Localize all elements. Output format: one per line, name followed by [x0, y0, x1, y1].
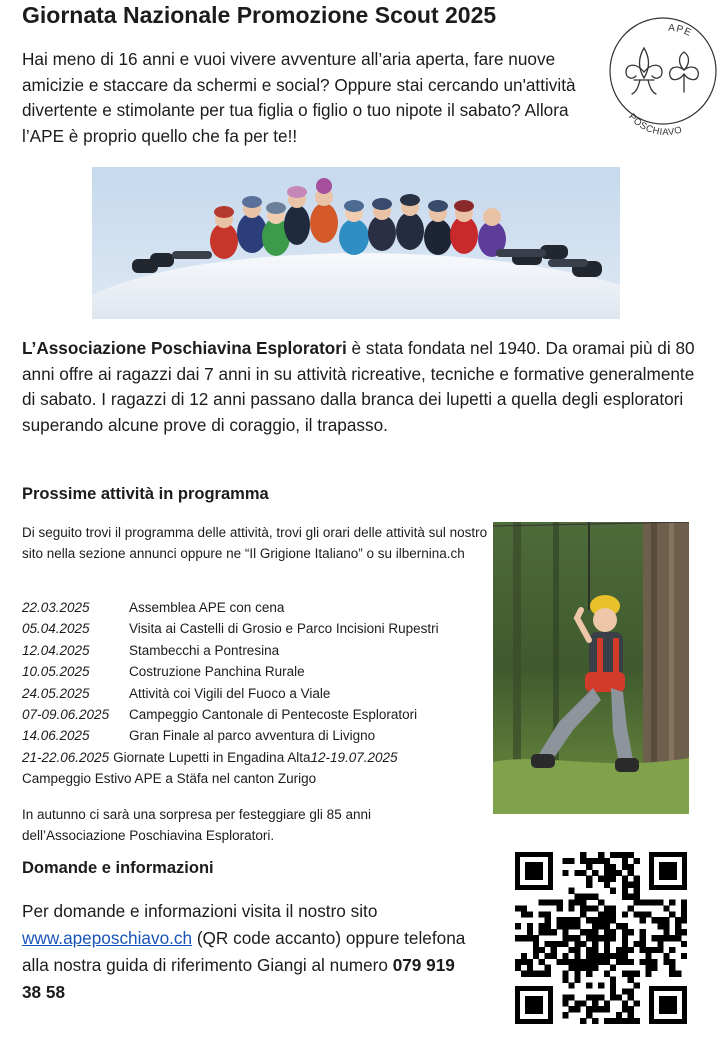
schedule-event: Attività coi Vigili del Fuoco a Viale — [129, 685, 331, 701]
schedule-row — [22, 618, 492, 639]
autumn-note: In autunno ci sarà una sorpresa per festeggiare gli 85 anni dell’Associazione Poschiavina Esploratori. — [22, 807, 371, 843]
schedule-event: Costruzione Panchina Rurale — [129, 664, 305, 680]
info-heading: Domande e informazioni — [22, 859, 214, 877]
schedule-date: 07-09.06.2025 — [22, 707, 110, 723]
page-title: Giornata Nazionale Promozione Scout 2025 — [22, 2, 497, 28]
schedule-date: 05.04.2025 — [22, 621, 90, 637]
about-org-name: L’Associazione Poschiavina Esploratori — [22, 338, 347, 358]
schedule-row — [22, 747, 492, 768]
phone-number: 079 919 38 58 — [22, 955, 455, 1002]
activities-heading: Prossime attività in programma — [22, 485, 269, 503]
schedule-row — [22, 768, 492, 789]
schedule-event: Visita ai Castelli di Grosio e Parco Incisioni Rupestri — [129, 621, 439, 637]
schedule-date: 24.05.2025 — [22, 685, 90, 701]
info-text-after: (QR code accanto) oppure telefona alla nostra guida di riferimento Giangi al numero — [22, 928, 466, 975]
schedule-date: 22.03.2025 — [22, 600, 90, 615]
info-text-before: Per domande e informazioni visita il nostro sito — [22, 901, 378, 921]
logo-top-text: APE — [667, 22, 694, 40]
ape-logo-icon — [606, 6, 720, 136]
activities-intro: Di seguito trovi il programma delle attività, trovi gli orari delle attività sul nostro sito nella sezione annunci oppure ne “Il Grigione Italiano” o su ilbernina.ch — [22, 525, 488, 561]
qr-code-icon — [515, 852, 687, 1024]
schedule-event: Assemblea APE con cena — [129, 600, 285, 615]
schedule-row — [22, 725, 492, 746]
schedule-date: 10.05.2025 — [22, 664, 90, 680]
schedule-event: Campeggio Cantonale di Pentecoste Esploratori — [129, 707, 418, 723]
schedule-date: 12-19.07.2025 — [310, 749, 398, 765]
schedule-event: Stambecchi a Pontresina — [129, 642, 280, 658]
schedule-event: Campeggio Estivo APE a Stäfa nel canton Zurigo — [22, 771, 317, 787]
schedule-row — [22, 597, 492, 618]
schedule-row — [22, 640, 492, 661]
about-paragraph — [22, 336, 702, 438]
schedule-row — [22, 683, 492, 704]
schedule-date: 21-22.06.2025 — [22, 749, 110, 765]
info-paragraph — [22, 898, 472, 1006]
photo-child-zipline — [493, 522, 689, 814]
about-text: è stata fondata nel 1940. Da oramai più di 80 anni offre ai ragazzi dai 7 anni in su attività ricreative, tecniche e formative generalmente di sabato. I ragazzi di 12 anni passano dalla branca dei lupetti a quella degli esploratori superando alcune prove di coraggio, il trapasso. — [22, 338, 695, 435]
intro-paragraph: Hai meno di 16 anni e vuoi vivere avventure all’aria aperta, fare nuove amicizie e staccare da schermi e social? Oppure stai cercando un'attività divertente e stimolante per tua figlia o figlio o tuo nipote il sabato? Allora l’APE è proprio quello che fa per te!! — [22, 49, 576, 146]
schedule-row — [22, 661, 492, 682]
schedule-event: Gran Finale al parco avventura di Livigno — [129, 728, 376, 744]
schedule-event: Giornate Lupetti in Engadina Alta — [113, 749, 311, 765]
schedule-date: 14.06.2025 — [22, 728, 90, 744]
schedule-date: 12.04.2025 — [22, 642, 90, 658]
website-link[interactable]: www.apeposchiavo.ch — [22, 928, 193, 948]
schedule-row — [22, 704, 492, 725]
photo-children-on-snow — [92, 167, 620, 319]
logo-bottom-text: POSCHIAVO — [626, 111, 684, 136]
activity-schedule — [22, 597, 492, 790]
